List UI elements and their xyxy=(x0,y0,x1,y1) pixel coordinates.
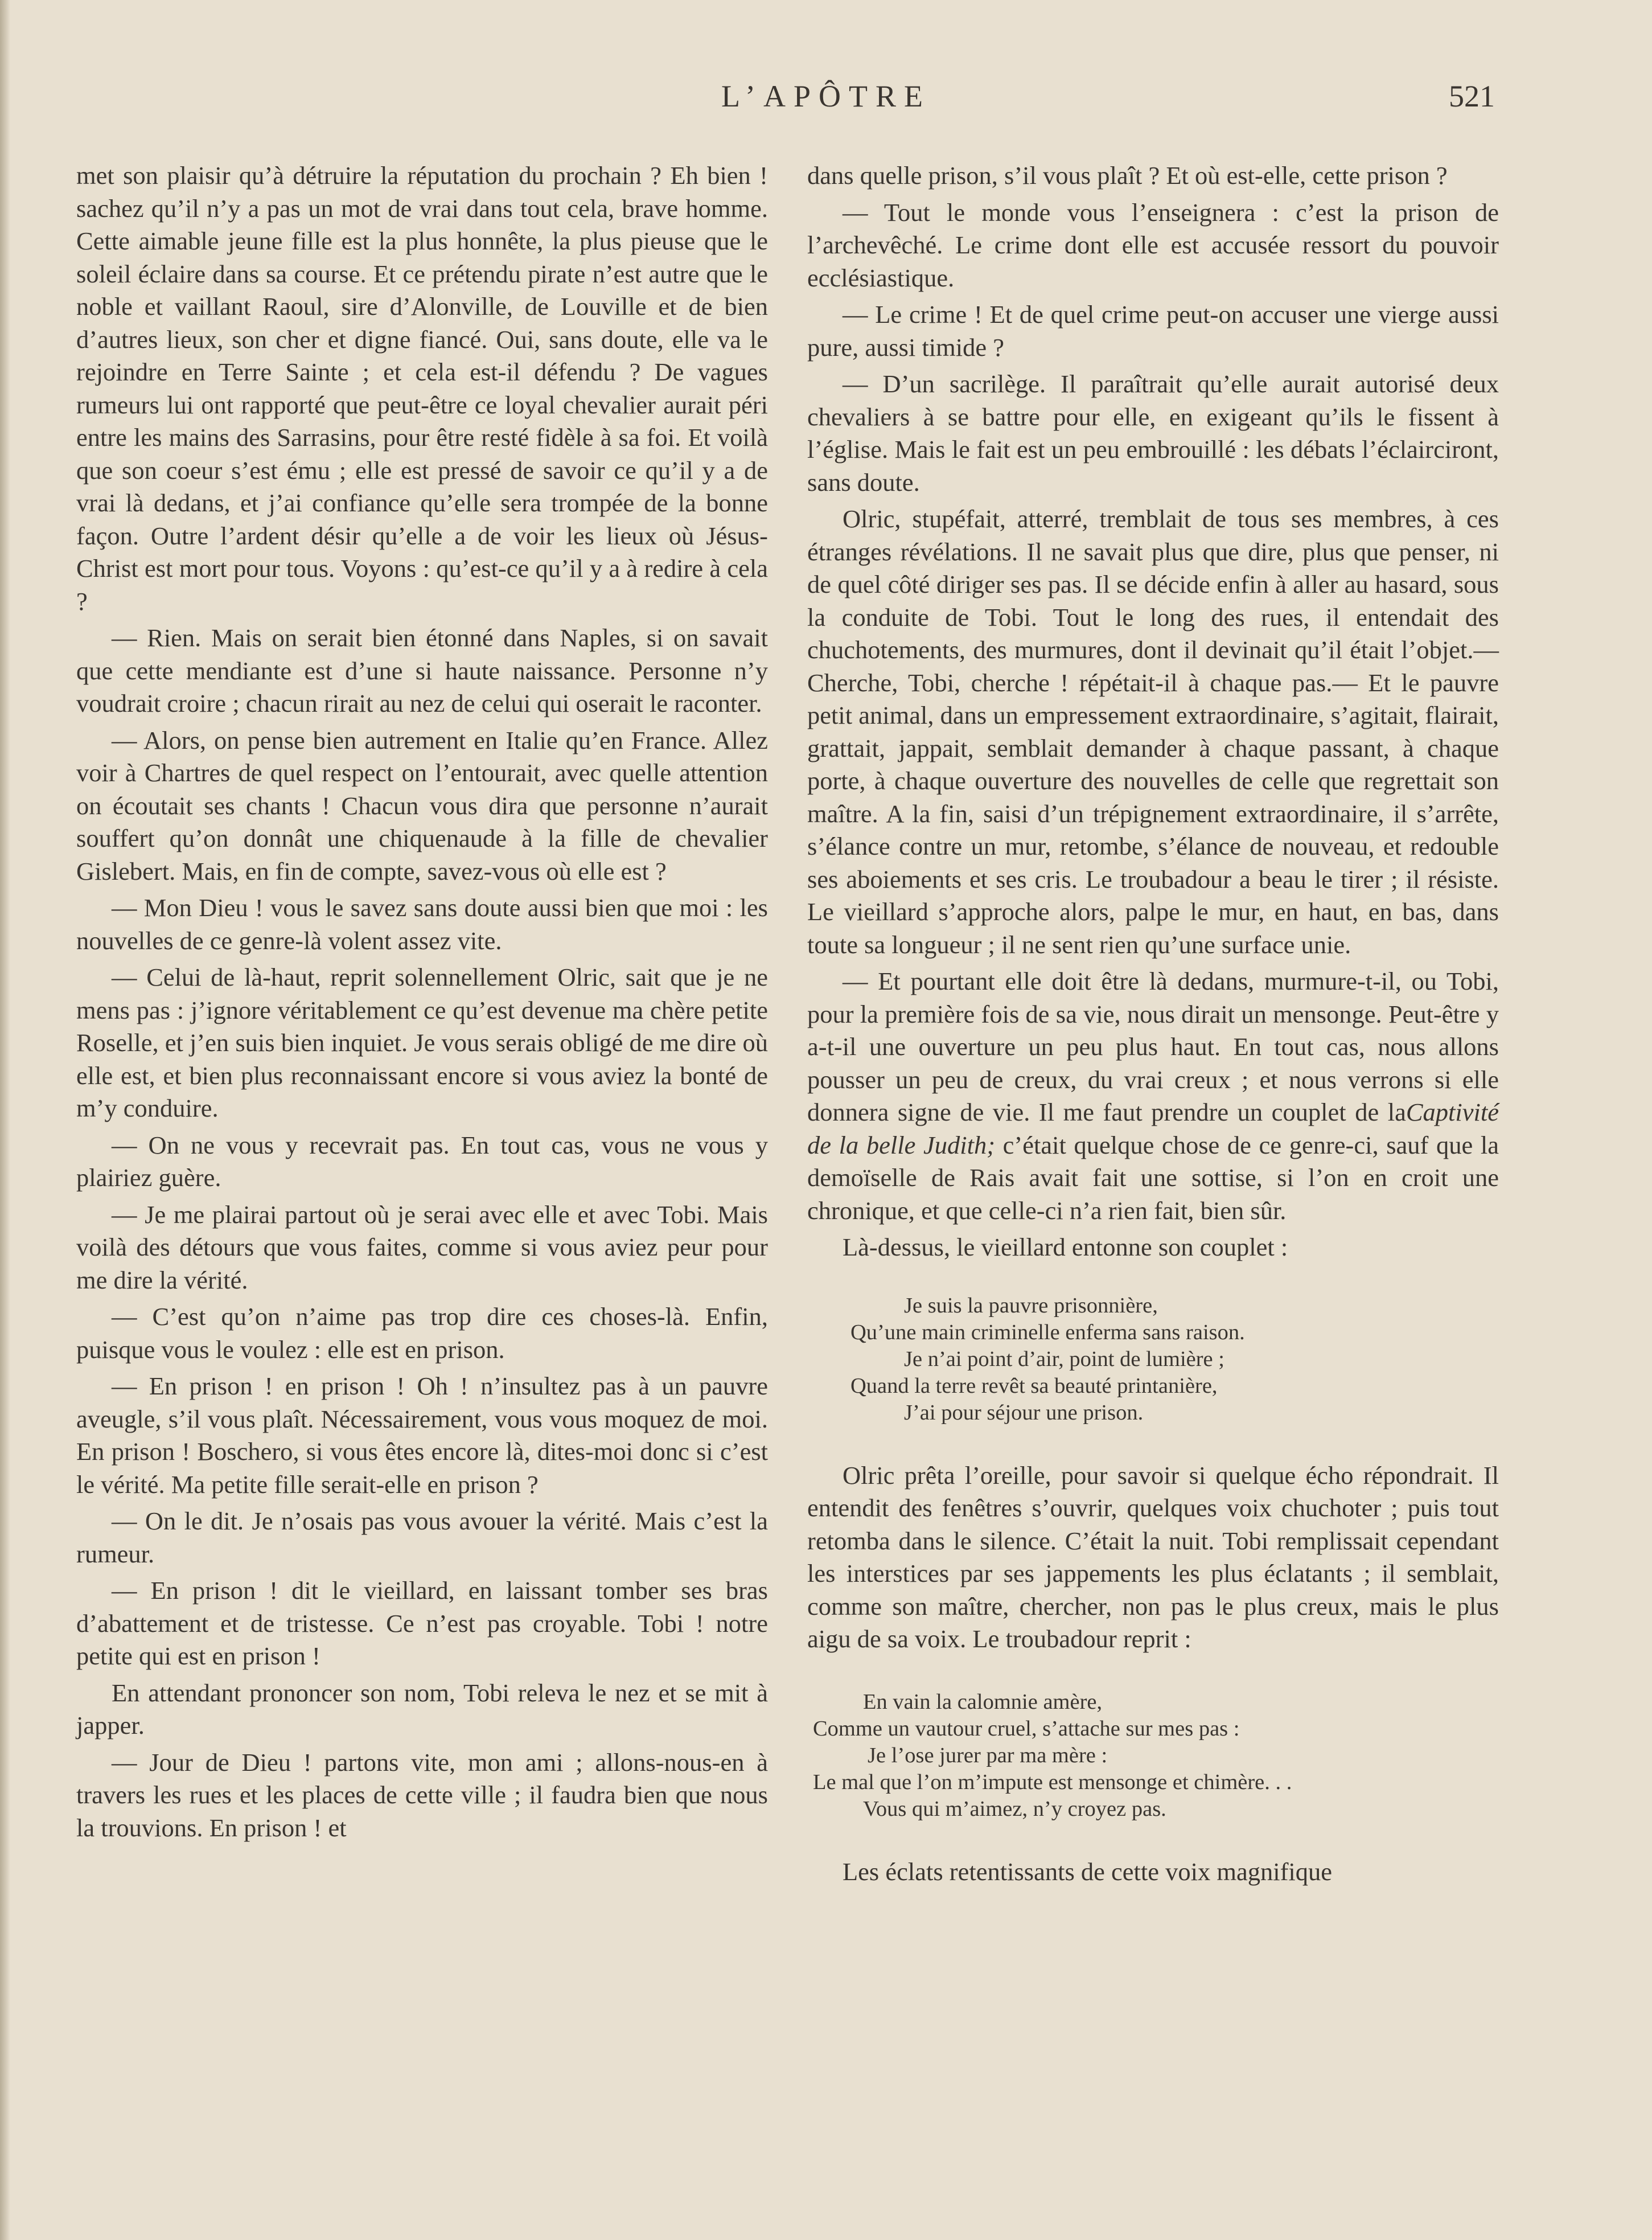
verse-line: Qu’une main criminelle enferma sans raison. xyxy=(850,1320,1245,1344)
paragraph: — Je me plairai partout où je serai avec elle et avec Tobi. Mais voilà des détours que vous faites, comme si vous aviez peur pour me dire la vérité. xyxy=(76,1200,768,1294)
running-header xyxy=(0,79,1652,118)
paragraph: — Jour de Dieu ! partons vite, mon ami ; allons-nous-en à travers les rues et les places de cette ville ; il faudra bien que nous la trouvions. En prison ! et xyxy=(76,1747,768,1842)
page-number: 521 xyxy=(1449,79,1495,113)
verse-line: Le mal que l’on m’impute est mensonge et chimère. . . xyxy=(813,1770,1292,1794)
verse-line: Je suis la pauvre prisonnière, xyxy=(904,1293,1158,1318)
paragraph: met son plaisir qu’à détruire la réputation du prochain ? Eh bien ! sachez qu’il n’y a pas un mot de vrai dans tout cela, brave homme. Cette aimable jeune fille est la plus honnête, la plus pieuse que le soleil éclaire dans sa course. Et ce prétendu pirate n’est autre que le noble et vaillant Raoul, sire d’Alonville, de Louville et de bien d’autres lieux, son cher et digne fiancé. Oui, sans doute, elle va le rejoindre en Terre Sainte ; et cela est-il défendu ? De vagues rumeurs lui ont rapporté que peut-être ce loyal chevalier aurait péri entre les mains des Sarrasins, pour être resté fidèle à sa foi. Et voilà que son coeur s’est ému ; elle est pressé de savoir ce qu’il y a de vrai là dedans, et j’ai confiance qu’elle sera trompée de la bonne façon. Outre l’ardent désir qu’elle a de voir les lieux où Jésus-Christ est mort pour tous. Voyons : qu’est-ce qu’il y a à redire à cela ? xyxy=(76,161,768,616)
paragraph-text: — Et pourtant elle doit être là dedans, murmure-t-il, ou Tobi, pour la première fois de sa vie, nous dirait un mensonge. Peut-être y a-t-il une ouverture un peu plus haut. En tout cas, nous allons pousser un peu de creux, du vrai creux ; et nous verrons si elle donnera signe de vie. Il me faut prendre un couplet de la xyxy=(807,967,1499,1126)
verse-line: Quand la terre revêt sa beauté printanière, xyxy=(850,1373,1218,1398)
paragraph: — Alors, on pense bien autrement en Italie qu’en France. Allez voir à Chartres de quel respect on l’entourait, avec quelle attention on écoutait ses chants ! Chacun vous dira que personne n’aurait souffert qu’on donnât une chiquenaude à la fille de chevalier Gislebert. Mais, en fin de compte, savez-vous où elle est ? xyxy=(76,725,768,885)
paragraph-with-song-title xyxy=(807,965,1499,1227)
paragraph: — Tout le monde vous l’enseignera : c’est la prison de l’archevêché. Le crime dont elle est accusée ressort du pouvoir ecclésiastique. xyxy=(807,198,1499,292)
paragraph: — On le dit. Je n’osais pas vous avouer la vérité. Mais c’est la rumeur. xyxy=(76,1507,768,1568)
verse-block xyxy=(807,1689,1499,1823)
running-title: L’APÔTRE xyxy=(721,79,931,113)
book-spine-edge xyxy=(0,0,10,2240)
paragraph: — Celui de là-haut, reprit solennellement Olric, sait que je ne mens pas : j’ignore véritablement ce qu’est devenue ma chère petite Roselle, et j’en suis bien inquiet. Je vous serais obligé de me dire où elle est, et bien plus reconnaissant encore si vous aviez la bonté de m’y conduire. xyxy=(76,963,768,1122)
verse-line: Vous qui m’aimez, n’y croyez pas. xyxy=(863,1796,1166,1821)
paragraph: Olric, stupéfait, atterré, tremblait de tous ses membres, à ces étranges révélations. Il ne savait plus que dire, plus que penser, ni de quel côté diriger ses pas. Il se décide enfin à aller au hasard, sous la conduite de Tobi. Tout le long des rues, il entendait des chuchotements, des murmures, dont il devinait qu’il était l’objet.— Cherche, Tobi, cherche ! répétait-il à chaque pas.— Et le pauvre petit animal, dans un empressement extraordinaire, s’agitait, flairait, grattait, jappait, semblait demander à chaque passant, à chaque porte, à chaque ouverture des nouvelles de celle que regrettait son maître. A la fin, saisi d’un trépignement extraordinaire, il s’arrête, s’élance contre un mur, retombe, s’élance de nouveau, et redouble ses aboiements et ses cris. Le troubadour a beau le tirer ; il résiste. Le vieillard s’approche alors, palpe le mur, en haut, en bas, dans toute sa longueur ; il ne sent rien qu’une surface unie. xyxy=(807,504,1499,959)
paragraph: dans quelle prison, s’il vous plaît ? Et où est-elle, cette prison ? xyxy=(807,161,1448,190)
paragraph: — Mon Dieu ! vous le savez sans doute aussi bien que moi : les nouvelles de ce genre-là volent assez vite. xyxy=(76,893,768,955)
paragraph: Les éclats retentissants de cette voix magnifique xyxy=(843,1857,1333,1886)
paragraph: Olric prêta l’oreille, pour savoir si quelque écho répondrait. Il entendit des fenêtres s’ouvrir, quelques voix chuchoter ; puis tout retomba dans le silence. C’était la nuit. Tobi remplissait cependant les interstices par ses jappements les plus éclatants ; il semblait, comme son maître, chercher, non pas le plus creux, mais le plus aigu de sa voix. Le troubadour reprit : xyxy=(807,1460,1499,1653)
paragraph: — Rien. Mais on serait bien étonné dans Naples, si on savait que cette mendiante est d’une si haute naissance. Personne n’y voudrait croire ; chacun rirait au nez de celui qui oserait le raconter. xyxy=(76,623,768,717)
verse-line: J’ai pour séjour une prison. xyxy=(904,1400,1144,1425)
right-column xyxy=(807,159,1499,1892)
verse-line: Comme un vautour cruel, s’attache sur mes pas : xyxy=(813,1716,1240,1741)
paragraph: — En prison ! dit le vieillard, en laissant tomber ses bras d’abattement et de tristesse. Ce n’est pas croyable. Tobi ! notre petite qui est en prison ! xyxy=(76,1576,768,1670)
paragraph: — En prison ! en prison ! Oh ! n’insultez pas à un pauvre aveugle, s’il vous plaît. Nécessairement, vous vous moquez de moi. En prison ! Boschero, si vous êtes encore là, dites-moi donc si c’est le vérité. Ma petite fille serait-elle en prison ? xyxy=(76,1372,768,1499)
song-title: Captivité de la belle Judith; xyxy=(807,1098,1499,1159)
verse-block xyxy=(807,1293,1499,1426)
paragraph: — D’un sacrilège. Il paraîtrait qu’elle aurait autorisé deux chevaliers à se battre pour elle, en exigeant qu’ils le fissent à l’église. Mais le fait est un peu embrouillé : les débats l’éclairciront, sans doute. xyxy=(807,370,1499,497)
paragraph: En attendant prononcer son nom, Tobi releva le nez et se mit à japper. xyxy=(76,1678,768,1740)
paragraph: — On ne vous y recevrait pas. En tout cas, vous ne vous y plairiez guère. xyxy=(76,1130,768,1192)
verse-line: Je n’ai point d’air, point de lumière ; xyxy=(904,1347,1224,1371)
verse-intro: Là-dessus, le vieillard entonne son couplet : xyxy=(843,1233,1288,1261)
verse-line: Je l’ose jurer par ma mère : xyxy=(868,1743,1108,1767)
paragraph: — Le crime ! Et de quel crime peut-on accuser une vierge aussi pure, aussi timide ? xyxy=(807,300,1499,362)
paragraph-text: c’était quelque chose de ce genre-ci, sauf que la demoïselle de Rais avait fait une sottise, si l’on en croit une chronique, et que celle-ci n’a rien fait, bien sûr. xyxy=(807,1130,1499,1225)
paragraph: — C’est qu’on n’aime pas trop dire ces choses-là. Enfin, puisque vous le voulez : elle est en prison. xyxy=(76,1302,768,1364)
left-column xyxy=(76,159,768,1848)
verse-line: En vain la calomnie amère, xyxy=(863,1689,1103,1714)
